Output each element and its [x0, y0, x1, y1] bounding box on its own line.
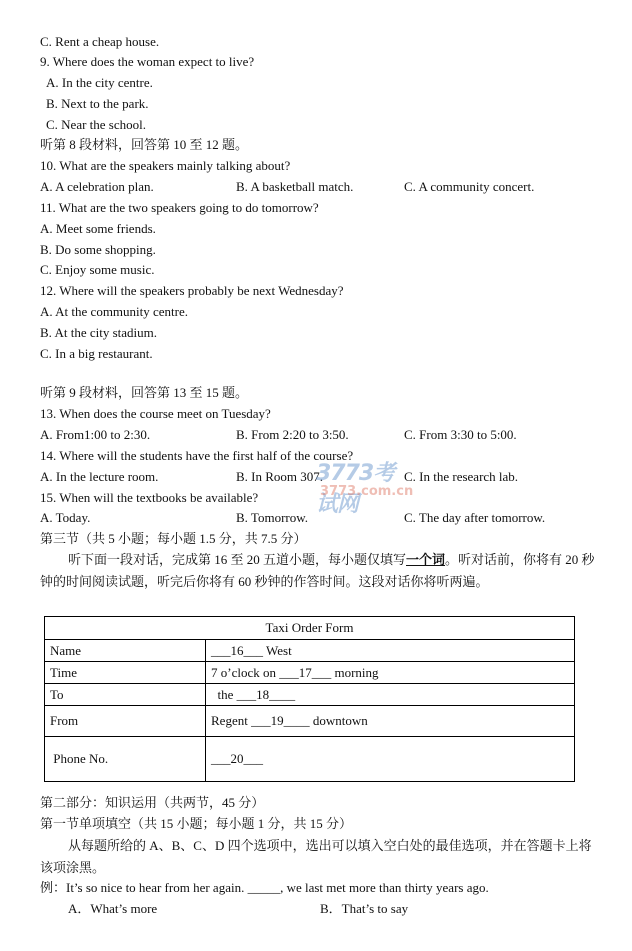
q11-option-c: C. Enjoy some music.	[40, 262, 155, 277]
q11-option-a: A. Meet some friends.	[40, 221, 156, 236]
q8-option-c: C. Rent a cheap house.	[40, 34, 160, 49]
instr-pre: 听下面一段对话，完成第 16 至 20 五道小题，每小题仅填写	[68, 552, 407, 567]
q10-option-c: C. A community concert.	[404, 179, 535, 194]
form-value-to: the ___18____	[206, 684, 575, 706]
form-label-phone: Phone No.	[45, 737, 206, 782]
q14-option-b: B. In Room 307.	[236, 469, 324, 484]
form-label-time: Time	[45, 662, 206, 684]
section8-heading: 听第 8 段材料，回答第 10 至 12 题。	[40, 137, 249, 152]
q12-stem: 12. Where will the speakers probably be next Wednesday?	[40, 283, 344, 298]
q9-option-c: C. Near the school.	[46, 117, 147, 132]
q15-option-b: B. Tomorrow.	[236, 510, 309, 525]
instr-emphasis: 一个词	[406, 552, 446, 567]
q13-option-b: B. From 2:20 to 3:50.	[236, 427, 349, 442]
q12-option-b: B. At the city stadium.	[40, 325, 157, 340]
form-label-to: To	[45, 684, 206, 706]
example-option-a: A．What’s more	[68, 901, 158, 916]
q10-option-b: B. A basketball match.	[236, 179, 354, 194]
q11-stem: 11. What are the two speakers going to do tomorrow?	[40, 200, 319, 215]
form-label-name: Name	[45, 640, 206, 662]
section3-instructions	[40, 549, 600, 593]
q11-option-b: B. Do some shopping.	[40, 242, 156, 257]
q10-option-a: A. A celebration plan.	[40, 179, 154, 194]
part2-instructions: 从每题所给的 A、B、C、D 四个选项中，选出可以填入空白处的最佳选项，并在答题卡上将该项涂黑。	[40, 838, 592, 875]
form-title: Taxi Order Form	[45, 617, 575, 640]
q9-stem: 9. Where does the woman expect to live?	[40, 54, 255, 69]
watermark-url: 3773.com.cn	[320, 484, 414, 499]
section3-heading: 第三节（共 5 小题；每小题 1.5 分，共 7.5 分）	[40, 531, 307, 546]
q14-option-a: A. In the lecture room.	[40, 469, 159, 484]
form-value-from: Regent ___19____ downtown	[206, 706, 575, 737]
example-question: 例：It’s so nice to hear from her again. _____, we last met more than thirty years ago.	[40, 880, 489, 895]
q15-option-a: A. Today.	[40, 510, 91, 525]
q14-stem: 14. Where will the students have the first half of the course?	[40, 448, 354, 463]
example-option-b: B．That’s to say	[320, 901, 409, 916]
section9-heading: 听第 9 段材料，回答第 13 至 15 题。	[40, 385, 249, 400]
q15-stem: 15. When will the textbooks be available?	[40, 490, 259, 505]
form-value-phone: ___20___	[206, 737, 575, 782]
q12-option-c: C. In a big restaurant.	[40, 346, 153, 361]
q9-option-b: B. Next to the park.	[46, 96, 149, 111]
q15-option-c: C. The day after tomorrow.	[404, 510, 546, 525]
q12-option-a: A. At the community centre.	[40, 304, 189, 319]
q13-option-c: C. From 3:30 to 5:00.	[404, 427, 517, 442]
part2-section1-heading: 第一节单项填空（共 15 小题；每小题 1 分，共 15 分）	[40, 816, 353, 831]
q14-option-c: C. In the research lab.	[404, 469, 519, 484]
taxi-order-form	[44, 616, 575, 782]
q10-stem: 10. What are the speakers mainly talking about?	[40, 158, 291, 173]
watermark-logo-text: 3773考试网	[316, 461, 395, 517]
form-value-time: 7 o’clock on ___17___ morning	[206, 662, 575, 684]
q13-stem: 13. When does the course meet on Tuesday?	[40, 406, 271, 421]
instr-post: 。听对话前，你将有 20 秒钟的时间阅读试题，听完后你将有 60 秒钟的作答时间。这段对话你将听两遍。	[40, 552, 595, 589]
part2-heading: 第二部分：知识运用（共两节，45 分）	[40, 795, 265, 810]
form-label-from: From	[45, 706, 206, 737]
q9-option-a: A. In the city centre.	[46, 75, 153, 90]
form-value-name: ___16___ West	[206, 640, 575, 662]
q13-option-a: A. From1:00 to 2:30.	[40, 427, 151, 442]
